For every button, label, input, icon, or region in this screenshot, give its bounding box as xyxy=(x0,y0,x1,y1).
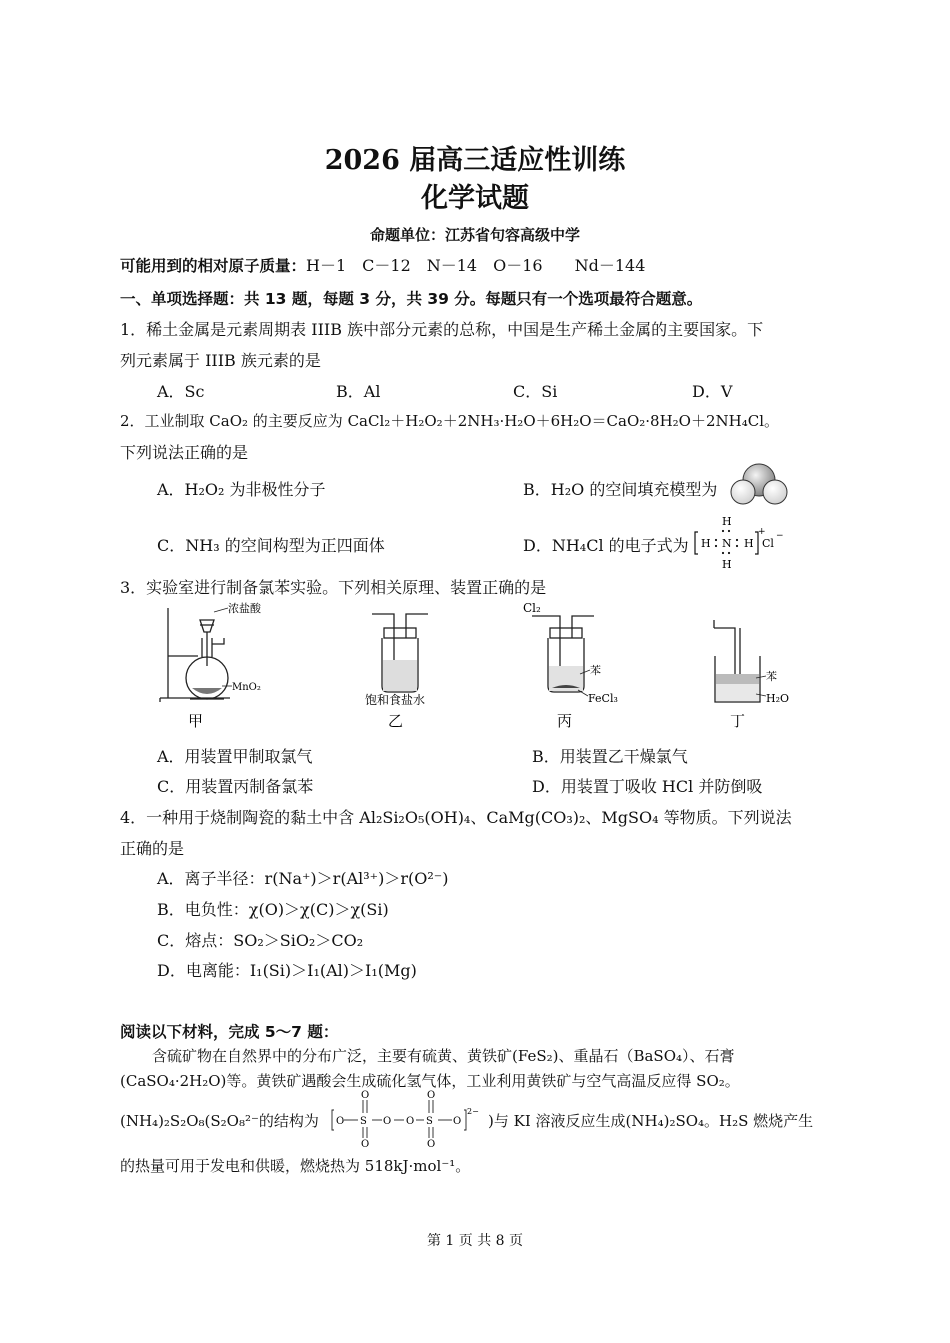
q3-stem: 3．实验室进行制备氯苯实验。下列相关原理、装置正确的是 xyxy=(120,578,547,597)
reading-line3b: )与 KI 溶液反应生成(NH₄)₂SO₄。H₂S 燃烧产生 xyxy=(488,1112,814,1130)
peroxydisulfate-structure xyxy=(330,1088,490,1148)
struct-o-bot1: O xyxy=(361,1139,370,1150)
ding-label-water: H₂O xyxy=(766,692,790,705)
q1-option-b: B．Al xyxy=(336,382,381,401)
bing-label-fecl3: FeCl₃ xyxy=(588,692,618,705)
svg-text:−: − xyxy=(776,531,784,541)
struct-s-right: S xyxy=(426,1116,433,1127)
struct-o-top2: O xyxy=(427,1090,436,1101)
q4-stem-line1: 4．一种用于烧制陶瓷的黏土中含 Al₂Si₂O₅(OH)₄、CaMg(CO₃)₂、MgSO₄ 等物质。下列说法 xyxy=(120,808,792,827)
reading-heading: 阅读以下材料，完成 5～7 题： xyxy=(120,1023,339,1041)
struct-charge: 2− xyxy=(467,1107,479,1116)
struct-o-right: O xyxy=(453,1116,462,1127)
atomic-mass-values: H－1 C－12 N－14 O－16 Nd－144 xyxy=(306,256,646,275)
q4-option-a: A．离子半径：r(Na⁺)＞r(Al³⁺)＞r(O²⁻) xyxy=(157,869,449,888)
exam-subtitle: 化学试题 xyxy=(421,183,529,214)
reading-line4: 的热量可用于发电和供暖，燃烧热为 518kJ·mol⁻¹。 xyxy=(120,1157,471,1175)
q3-option-c: C．用装置丙制备氯苯 xyxy=(157,777,314,796)
q1-option-c: C．Si xyxy=(513,382,558,401)
ef-h-top: H xyxy=(722,515,732,528)
q1-option-a: A．Sc xyxy=(157,382,205,401)
q2-option-c: C．NH₃ 的空间构型为正四面体 xyxy=(157,536,385,555)
ef-h-left: H xyxy=(701,537,711,550)
section-heading: 一、单项选择题：共 13 题，每题 3 分，共 39 分。每题只有一个选项最符合题意。 xyxy=(120,290,703,308)
apparatus-jia-name: 甲 xyxy=(188,712,204,730)
reading-line1: 含硫矿物在自然界中的分布广泛，主要有硫黄、黄铁矿(FeS₂)、重晶石（BaSO₄）、石膏 xyxy=(152,1047,735,1065)
atomic-mass-label: 可能用到的相对原子质量： xyxy=(120,257,307,275)
struct-o-left: O xyxy=(336,1116,345,1127)
q2-option-d: D．NH₄Cl 的电子式为 xyxy=(523,536,689,555)
author-unit: 命题单位：江苏省句容高级中学 xyxy=(369,226,580,244)
ding-label-benzene: 苯 xyxy=(766,670,777,683)
atomic-mass-line xyxy=(120,253,645,276)
q1-stem-line1: 1．稀土金属是元素周期表 IIIB 族中部分元素的总称，中国是生产稀土金属的主要国家。下 xyxy=(120,320,764,339)
yi-label-brine: 饱和食盐水 xyxy=(365,693,426,707)
apparatus-yi-name: 乙 xyxy=(388,712,404,730)
reading-line2: (CaSO₄·2H₂O)等。黄铁矿遇酸会生成硫化氢气体，工业利用黄铁矿与空气高温反应得 SO₂。 xyxy=(120,1072,740,1090)
q3-option-d: D．用装置丁吸收 HCl 并防倒吸 xyxy=(532,777,763,796)
water-space-filling-model xyxy=(730,462,788,510)
ef-n: N xyxy=(722,537,732,550)
apparatus-bing-name: 丙 xyxy=(557,712,573,730)
q4-option-d: D．电离能：I₁(Si)＞I₁(Al)＞I₁(Mg) xyxy=(157,961,417,980)
q4-option-c: C．熔点：SO₂＞SiO₂＞CO₂ xyxy=(157,931,364,950)
q3-option-a: A．用装置甲制取氯气 xyxy=(157,747,313,766)
struct-o-bridge1: O xyxy=(383,1116,392,1127)
struct-o-top1: O xyxy=(361,1090,370,1101)
q1-stem-line2: 列元素属于 IIIB 族元素的是 xyxy=(120,351,321,370)
exam-title: 2026 届高三适应性训练 xyxy=(324,145,626,176)
jia-label-hcl: 浓盐酸 xyxy=(228,602,261,615)
mno2-solid xyxy=(192,688,222,694)
q3-option-b: B．用装置乙干燥氯气 xyxy=(532,747,688,766)
q2-option-b: B．H₂O 的空间填充模型为 xyxy=(523,480,718,499)
ef-h-right: H xyxy=(744,537,754,550)
q2-option-a: A．H₂O₂ 为非极性分子 xyxy=(157,480,326,499)
q1-option-d: D．V xyxy=(692,382,733,401)
nh4cl-electron-formula xyxy=(692,512,782,572)
bing-label-benzene: 苯 xyxy=(590,664,601,677)
page-footer: 第 1 页 共 8 页 xyxy=(426,1233,524,1249)
struct-s-left: S xyxy=(360,1116,367,1127)
q4-stem-line2: 正确的是 xyxy=(120,839,185,858)
ef-cl: Cl xyxy=(762,537,774,550)
bing-label-cl2: Cl₂ xyxy=(523,601,541,615)
ef-h-bottom: H xyxy=(722,558,732,571)
q2-stem-line2: 下列说法正确的是 xyxy=(120,443,249,462)
q2-stem-line1: 2．工业制取 CaO₂ 的主要反应为 CaCl₂＋H₂O₂＋2NH₃·H₂O＋6H₂O＝CaO₂·8H₂O＋2NH₄Cl。 xyxy=(120,412,780,430)
apparatus-ding-name: 丁 xyxy=(730,712,746,730)
jia-label-mno2: MnO₂ xyxy=(232,682,261,693)
reading-line3a: (NH₄)₂S₂O₈(S₂O₈²⁻的结构为 xyxy=(120,1112,319,1130)
q3-apparatus-figure xyxy=(120,598,820,733)
struct-o-bridge2: O xyxy=(406,1116,415,1127)
q4-option-b: B．电负性：χ(O)＞χ(C)＞χ(Si) xyxy=(157,900,389,919)
svg-text:+: + xyxy=(758,527,766,537)
struct-o-bot2: O xyxy=(427,1139,436,1150)
